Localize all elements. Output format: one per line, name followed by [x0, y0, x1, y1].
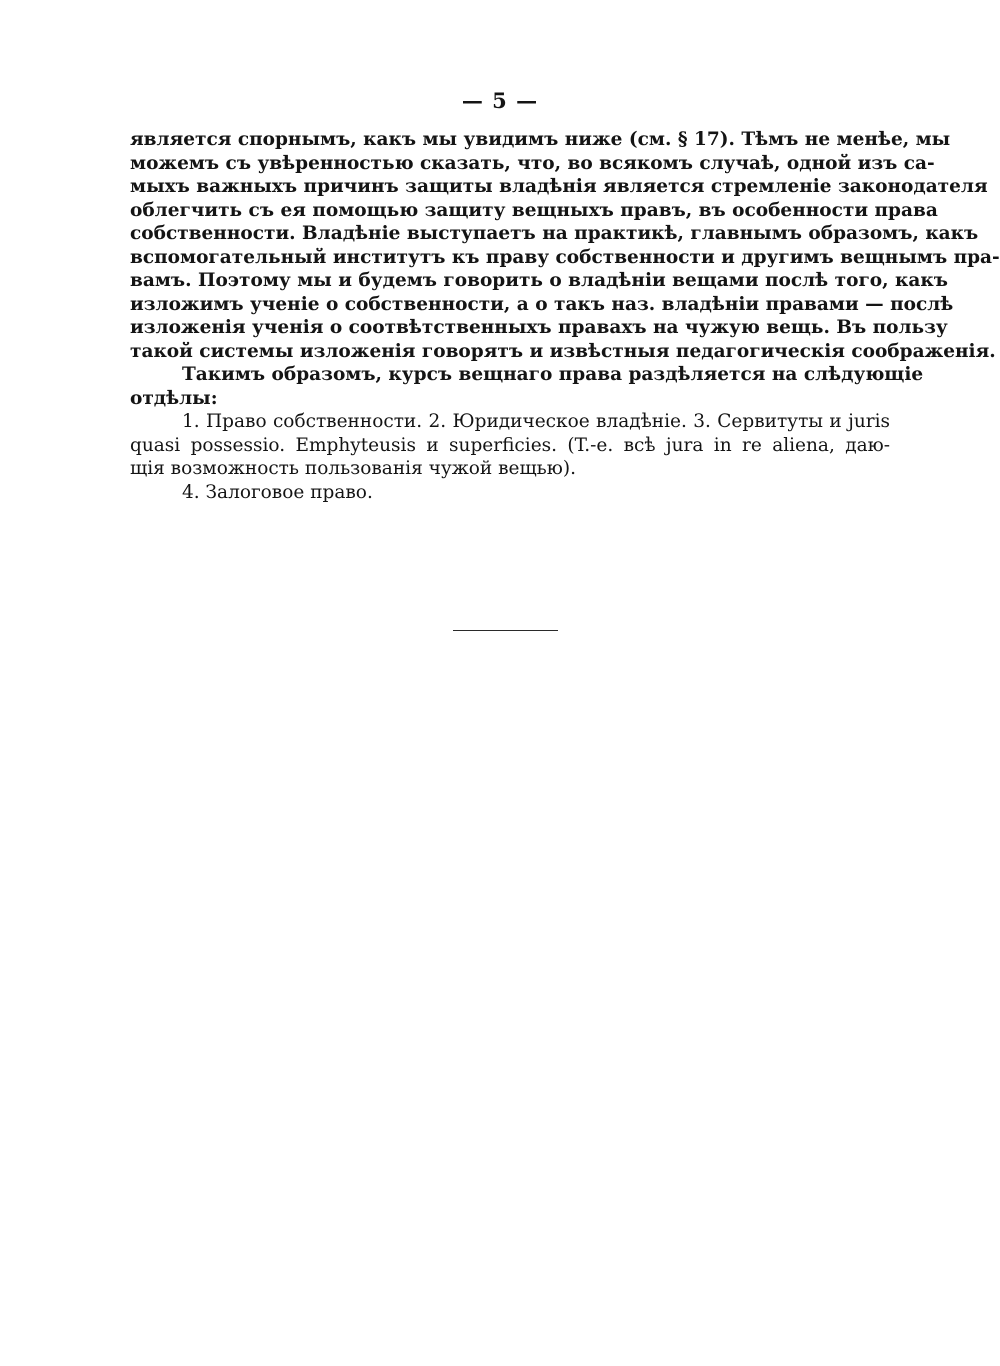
body-text	[130, 128, 1000, 504]
text-line: является спорнымъ, какъ мы увидимъ ниже (см. § 17). Тѣмъ не менѣе, мы	[130, 129, 951, 150]
text-line: вспомогательный институтъ къ праву собственности и другимъ вещнымъ пра-	[130, 246, 1000, 268]
text-line: вамъ. Поэтому мы и будемъ говорить о владѣніи вещами послѣ того, какъ	[130, 270, 948, 291]
list-item-line: 4. Залоговое право.	[182, 481, 373, 503]
text-line: изложенія ученія о соотвѣтственныхъ правахъ на чужую вещь. Въ пользу	[130, 317, 948, 338]
text-line: собственности. Владѣніе выступаетъ на практикѣ, главнымъ образомъ, какъ	[130, 223, 979, 244]
text-line: отдѣлы:	[130, 387, 218, 409]
text-line: можемъ съ увѣренностью сказать, что, во всякомъ случаѣ, одной изъ са-	[130, 152, 935, 174]
text-line: такой системы изложенія говорятъ и извѣстныя педагогическія соображенія.	[130, 340, 996, 362]
page-number: — 5 —	[461, 88, 539, 113]
text-line: мыхъ важныхъ причинъ защиты владѣнія является стремленіе законодателя	[130, 176, 988, 197]
section-divider	[453, 630, 558, 631]
list-item-line: щія возможность пользованія чужой вещью).	[130, 458, 576, 479]
list-item-line: 1. Право собственности. 2. Юридическое владѣніе. 3. Сервитуты и juris	[182, 411, 890, 432]
list-item-line: quasi possessio. Emphyteusis и superficies. (T.-e. всѣ jura in re aliena, даю-	[130, 434, 890, 456]
text-line: Такимъ образомъ, курсъ вещнаго права раздѣляется на слѣдующіе	[182, 364, 924, 385]
text-line: облегчить съ ея помощью защиту вещныхъ правъ, въ особенности права	[130, 199, 938, 221]
text-line: изложимъ ученіе о собственности, а о такъ наз. владѣніи правами — послѣ	[130, 293, 954, 315]
